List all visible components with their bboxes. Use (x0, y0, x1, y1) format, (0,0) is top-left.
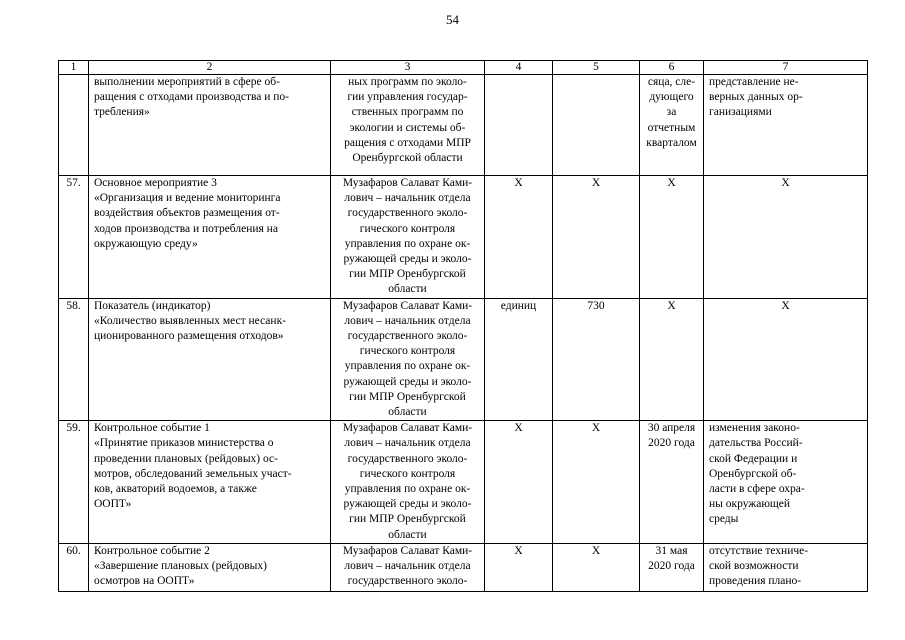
item-description: выполнении мероприятий в сфере об- ращения с отходами производства и по- требления» (89, 75, 331, 176)
deadline-cell: 30 апреля 2020 года (640, 421, 704, 544)
unit-cell (485, 75, 553, 176)
table-row (59, 298, 868, 421)
page-number: 54 (446, 12, 459, 27)
responsible-person: Музафаров Салават Ками- лович – начальник отдела государственного эколо- гического контроля управления по охране ок- ружающей среды и эколо- гии МПР Оренбургской области (331, 298, 485, 421)
row-number (59, 75, 89, 176)
unit-cell: Х (485, 176, 553, 299)
value-cell: Х (553, 421, 640, 544)
deadline-cell: сяца, сле- дующего за отчетным кварталом (640, 75, 704, 176)
header-cell: 3 (331, 61, 485, 75)
risk-cell: Х (704, 176, 868, 299)
header-cell: 7 (704, 61, 868, 75)
row-number: 60. (59, 543, 89, 591)
risk-cell: Х (704, 298, 868, 421)
table-row (59, 75, 868, 176)
responsible-person: ных программ по эколо- гии управления государ- ственных программ по экологии и системы об- ращения с отходами МПР Оренбургской области (331, 75, 485, 176)
risk-cell: изменения законо- дательства Россий- ской Федерации и Оренбургской об- ласти в сфере охра- ны окружающей среды (704, 421, 868, 544)
table-row (59, 176, 868, 299)
risk-cell: представление не- верных данных ор- ганизациями (704, 75, 868, 176)
deadline-cell: Х (640, 298, 704, 421)
header-cell: 6 (640, 61, 704, 75)
row-number: 57. (59, 176, 89, 299)
responsible-person: Музафаров Салават Ками- лович – начальник отдела государственного эколо- гического контроля управления по охране ок- ружающей среды и эколо- гии МПР Оренбургской области (331, 176, 485, 299)
value-cell (553, 75, 640, 176)
risk-cell: отсутствие техниче- ской возможности проведения плано- (704, 543, 868, 591)
header-row (59, 61, 868, 75)
header-cell: 5 (553, 61, 640, 75)
row-number: 58. (59, 298, 89, 421)
item-description: Контрольное событие 2 «Завершение плановых (рейдовых) осмотров на ООПТ» (89, 543, 331, 591)
deadline-cell: Х (640, 176, 704, 299)
value-cell: Х (553, 176, 640, 299)
row-number: 59. (59, 421, 89, 544)
item-description: Показатель (индикатор) «Количество выявленных мест несанк- ционированного размещения отходов» (89, 298, 331, 421)
responsible-person: Музафаров Салават Ками- лович – начальник отдела государственного эколо- (331, 543, 485, 591)
header-cell: 2 (89, 61, 331, 75)
plan-table (58, 60, 868, 592)
value-cell: 730 (553, 298, 640, 421)
item-description: Основное мероприятие 3 «Организация и ведение мониторинга воздействия объектов размещения от- ходов производства и потребления на окружающую среду» (89, 176, 331, 299)
unit-cell: единиц (485, 298, 553, 421)
item-description: Контрольное событие 1 «Принятие приказов министерства о проведении плановых (рейдовых) ос- мотров, обследований земельных участ- ков, акваторий водоемов, а также ООПТ» (89, 421, 331, 544)
table-row (59, 421, 868, 544)
header-cell: 4 (485, 61, 553, 75)
unit-cell: Х (485, 543, 553, 591)
unit-cell: Х (485, 421, 553, 544)
value-cell: Х (553, 543, 640, 591)
table-row (59, 543, 868, 591)
deadline-cell: 31 мая 2020 года (640, 543, 704, 591)
header-cell: 1 (59, 61, 89, 75)
responsible-person: Музафаров Салават Ками- лович – начальник отдела государственного эколо- гического контроля управления по охране ок- ружающей среды и эколо- гии МПР Оренбургской области (331, 421, 485, 544)
